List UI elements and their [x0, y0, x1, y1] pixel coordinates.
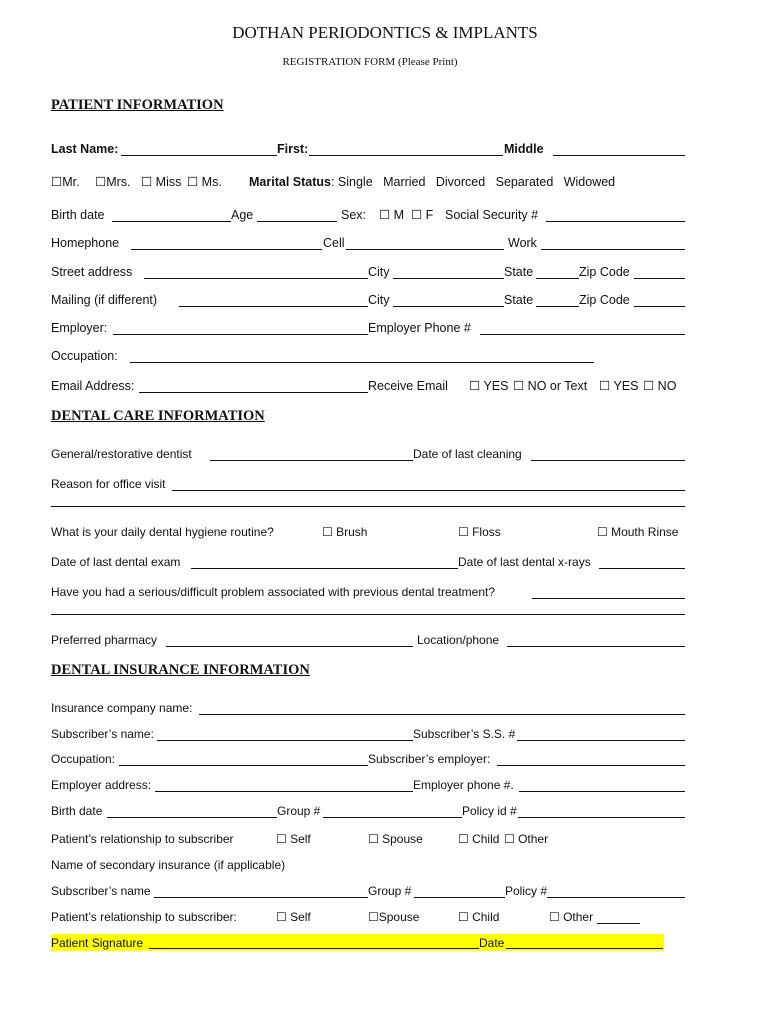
marital-status-label: Marital Status [249, 175, 331, 189]
pharmacy-location-label: Location/phone [417, 633, 500, 647]
form-subtitle: REGISTRATION FORM (Please Print) [282, 56, 458, 68]
email-no-checkbox[interactable]: ☐ NO or Text [513, 379, 588, 393]
relationship-spouse-checkbox[interactable]: ☐ Spouse [368, 832, 423, 846]
relationship-child-checkbox[interactable]: ☐ Child [458, 832, 500, 846]
secondary-policy-field[interactable] [547, 897, 685, 898]
street-state-field[interactable] [536, 278, 579, 279]
insurance-occupation-label: Occupation: [51, 752, 116, 766]
insurance-birth-date-field[interactable] [107, 817, 277, 818]
sex-f-checkbox[interactable]: ☐ F [411, 208, 434, 222]
street-city-label: City [368, 265, 390, 279]
group-field[interactable] [323, 817, 462, 818]
reason-visit-label: Reason for office visit [51, 477, 166, 491]
general-dentist-label: General/restorative dentist [51, 447, 192, 461]
middle-name-field[interactable] [553, 155, 685, 156]
mailing-state-label: State [504, 293, 534, 307]
signature-field[interactable] [149, 948, 479, 949]
employer-label: Employer: [51, 321, 108, 335]
pharmacy-location-field[interactable] [507, 646, 685, 647]
first-name-field[interactable] [309, 155, 503, 156]
hygiene-routine-label: What is your daily dental hygiene routine? [51, 525, 274, 539]
mailing-state-field[interactable] [536, 306, 579, 307]
occupation-field[interactable] [130, 362, 594, 363]
last-xrays-field[interactable] [599, 568, 685, 569]
signature-date-field[interactable] [506, 948, 663, 949]
insurance-birth-date-label: Birth date [51, 804, 103, 818]
street-address-field[interactable] [144, 278, 368, 279]
title-ms-checkbox[interactable]: ☐ Ms. [187, 175, 222, 189]
mailing-address-field[interactable] [179, 306, 368, 307]
employer-address-label: Employer address: [51, 778, 152, 792]
relationship-label: Patient’s relationship to subscriber [51, 832, 234, 846]
policy-id-field[interactable] [518, 817, 685, 818]
receive-email-label: Receive Email [368, 379, 448, 393]
last-cleaning-label: Date of last cleaning [413, 447, 522, 461]
subscriber-employer-field[interactable] [497, 765, 685, 766]
reason-visit-field[interactable] [172, 490, 685, 491]
last-xrays-label: Date of last dental x-rays [458, 555, 591, 569]
secondary-insurance-label: Name of secondary insurance (if applicable) [51, 858, 286, 872]
dental-care-heading: DENTAL CARE INFORMATION [51, 408, 265, 424]
employer-field[interactable] [113, 334, 368, 335]
title-miss-checkbox[interactable]: ☐ Miss [141, 175, 182, 189]
email-label: Email Address: [51, 379, 135, 393]
mailing-zip-label: Zip Code [579, 293, 630, 307]
employer-phone-label: Employer Phone # [368, 321, 471, 335]
mailing-city-label: City [368, 293, 390, 307]
reason-visit-field-line2[interactable] [51, 506, 685, 507]
employer-address-field[interactable] [155, 791, 413, 792]
first-name-label: First: [277, 142, 309, 156]
floss-checkbox[interactable]: ☐ Floss [458, 525, 501, 539]
previous-problem-label: Have you had a serious/difficult problem associated with previous dental treatment? [51, 585, 496, 599]
employer-phone-field[interactable] [480, 334, 685, 335]
patient-info-heading: PATIENT INFORMATION [51, 97, 224, 113]
ssn-label: Social Security # [445, 208, 539, 222]
secondary-other-field[interactable] [597, 923, 640, 924]
secondary-child-checkbox[interactable]: ☐ Child [458, 910, 500, 924]
marital-status-options[interactable]: : Single Married Divorced Separated Widowed [330, 175, 616, 189]
last-exam-field[interactable] [191, 568, 458, 569]
insurance-employer-phone-label: Employer phone #. [413, 778, 514, 792]
text-yes-checkbox[interactable]: ☐ YES [599, 379, 639, 393]
subscriber-name-label: Subscriber’s name: [51, 727, 154, 741]
subscriber-employer-label: Subscriber’s employer: [368, 752, 491, 766]
secondary-subscriber-name-field[interactable] [154, 897, 368, 898]
street-state-label: State [504, 265, 534, 279]
last-name-label: Last Name: [51, 142, 119, 156]
marital-status [249, 174, 615, 190]
signature-date-label: Date [479, 936, 505, 950]
title-mrs-checkbox[interactable]: ☐Mrs. [95, 175, 131, 189]
brush-checkbox[interactable]: ☐ Brush [322, 525, 368, 539]
last-exam-label: Date of last dental exam [51, 555, 181, 569]
secondary-self-checkbox[interactable]: ☐ Self [276, 910, 311, 924]
occupation-label: Occupation: [51, 349, 118, 363]
subscriber-name-field[interactable] [157, 740, 413, 741]
sex-label: Sex: [341, 208, 367, 222]
insurance-heading: DENTAL INSURANCE INFORMATION [51, 662, 310, 678]
ssn-field[interactable] [546, 221, 685, 222]
mailing-zip-field[interactable] [634, 306, 685, 307]
secondary-policy-label: Policy # [505, 884, 548, 898]
insurance-occupation-field[interactable] [119, 765, 368, 766]
street-city-field[interactable] [393, 278, 504, 279]
cell-label: Cell [323, 236, 345, 250]
previous-problem-field-line2[interactable] [51, 614, 685, 615]
signature-label: Patient Signature [51, 936, 144, 950]
street-zip-field[interactable] [634, 278, 685, 279]
previous-problem-field[interactable] [532, 598, 685, 599]
relationship-self-checkbox[interactable]: ☐ Self [276, 832, 311, 846]
work-label: Work [508, 236, 537, 250]
last-cleaning-field[interactable] [531, 460, 685, 461]
street-zip-label: Zip Code [579, 265, 630, 279]
sex-m-checkbox[interactable]: ☐ M [379, 208, 405, 222]
pharmacy-field[interactable] [166, 646, 413, 647]
insurance-company-label: Insurance company name: [51, 701, 193, 715]
general-dentist-field[interactable] [210, 460, 413, 461]
secondary-group-field[interactable] [414, 897, 505, 898]
cell-field[interactable] [346, 249, 504, 250]
street-address-label: Street address [51, 265, 133, 279]
age-label: Age [231, 208, 254, 222]
secondary-other-checkbox[interactable]: ☐ Other [549, 910, 594, 924]
email-yes-checkbox[interactable]: ☐ YES [469, 379, 509, 393]
mailing-city-field[interactable] [393, 306, 504, 307]
relationship-other-checkbox[interactable]: ☐ Other [504, 832, 549, 846]
title-mr-checkbox[interactable]: ☐Mr. [51, 175, 80, 189]
subscriber-ss-field[interactable] [517, 740, 685, 741]
work-field[interactable] [541, 249, 685, 250]
age-field[interactable] [257, 221, 337, 222]
form-title: DOTHAN PERIODONTICS & IMPLANTS [232, 23, 538, 42]
text-no-checkbox[interactable]: ☐ NO [643, 379, 677, 393]
secondary-spouse-checkbox[interactable]: ☐Spouse [368, 910, 420, 924]
insurance-company-field[interactable] [199, 714, 685, 715]
birth-date-field[interactable] [112, 221, 231, 222]
homephone-field[interactable] [131, 249, 322, 250]
last-name-field[interactable] [121, 155, 277, 156]
homephone-label: Homephone [51, 236, 120, 250]
policy-id-label: Policy id # [462, 804, 517, 818]
secondary-subscriber-name-label: Subscriber’s name [51, 884, 151, 898]
secondary-group-label: Group # [368, 884, 412, 898]
birth-date-label: Birth date [51, 208, 105, 222]
email-field[interactable] [139, 392, 368, 393]
pharmacy-label: Preferred pharmacy [51, 633, 158, 647]
mailing-address-label: Mailing (if different) [51, 293, 158, 307]
insurance-employer-phone-field[interactable] [519, 791, 685, 792]
group-label: Group # [277, 804, 321, 818]
mouth-rinse-checkbox[interactable]: ☐ Mouth Rinse [597, 525, 679, 539]
subscriber-ss-label: Subscriber’s S.S. # [413, 727, 516, 741]
middle-name-label: Middle [504, 142, 544, 156]
secondary-relationship-label: Patient’s relationship to subscriber: [51, 910, 237, 924]
